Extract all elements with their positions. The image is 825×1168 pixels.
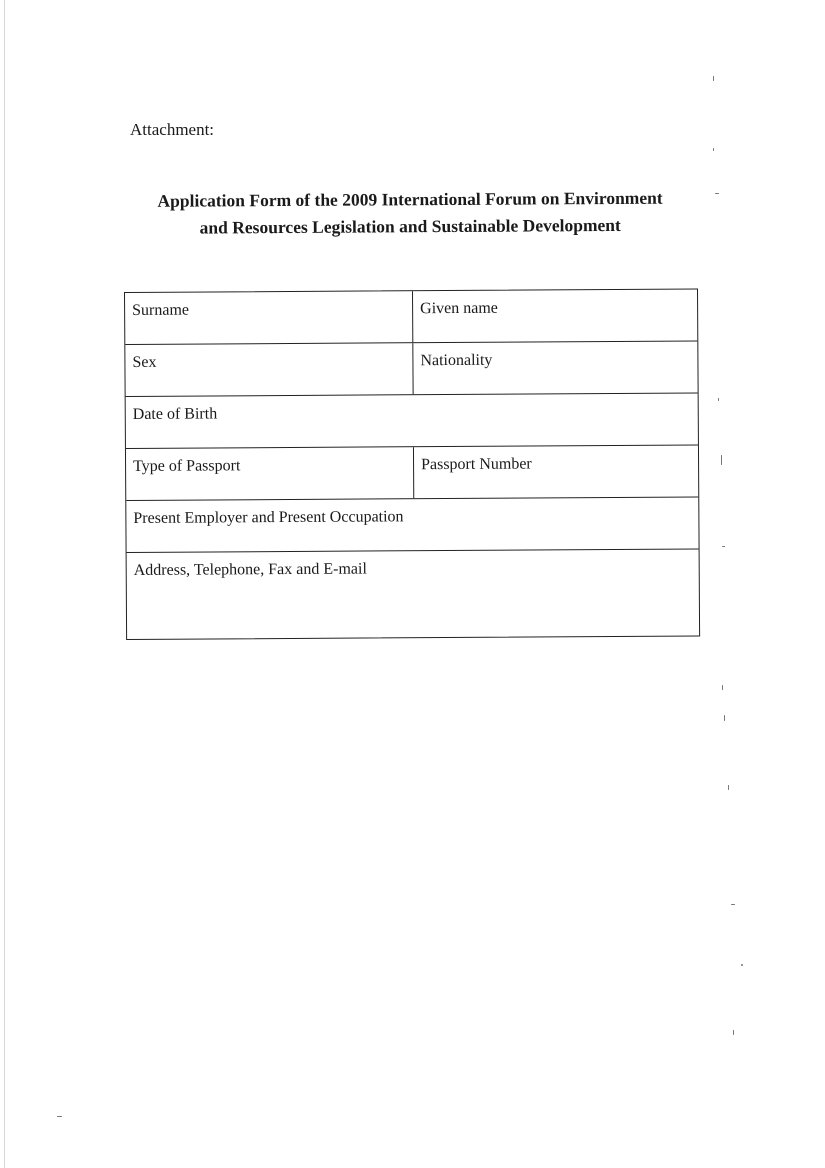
form-row-date-of-birth (126, 393, 698, 448)
passport-type-field[interactable] (126, 447, 414, 500)
given-name-label: Given name (420, 299, 498, 318)
attachment-label: Attachment: (130, 120, 215, 139)
form-row-contact (127, 549, 700, 638)
form-title-line-1: Application Form of the 2009 International Forum on Environment (157, 187, 663, 211)
passport-number-field[interactable] (414, 445, 698, 498)
scan-speck (722, 546, 725, 547)
scan-speck (57, 1116, 62, 1117)
form-title (120, 184, 700, 242)
passport-number-label: Passport Number (421, 455, 532, 474)
contact-details-field[interactable] (127, 549, 700, 638)
form-row-name (125, 289, 697, 344)
employer-occupation-field[interactable] (126, 497, 698, 551)
nationality-field[interactable] (413, 341, 697, 394)
scan-speck (724, 715, 725, 721)
scan-speck (721, 455, 722, 465)
sex-field[interactable] (125, 343, 413, 396)
scan-speck (713, 76, 714, 81)
scan-speck (713, 148, 714, 151)
employer-occupation-label: Present Employer and Present Occupation (133, 508, 404, 527)
form-row-passport (126, 445, 698, 500)
date-of-birth-field[interactable] (126, 393, 698, 447)
surname-field[interactable] (125, 291, 413, 344)
scan-speck (733, 1030, 734, 1035)
form-row-sex-nationality (125, 341, 697, 396)
application-form-table (124, 288, 700, 639)
scan-speck (728, 785, 729, 790)
scan-speck (718, 398, 719, 401)
sex-label: Sex (132, 353, 157, 371)
scan-speck (741, 964, 743, 966)
scan-speck (731, 904, 735, 905)
form-title-line-2: and Resources Legislation and Sustainable Development (199, 214, 621, 238)
passport-type-label: Type of Passport (133, 457, 241, 475)
scan-speck (722, 685, 723, 690)
scan-edge-line (4, 0, 5, 1168)
date-of-birth-label: Date of Birth (132, 405, 218, 423)
given-name-field[interactable] (413, 289, 697, 342)
nationality-label: Nationality (420, 351, 493, 370)
form-row-employer (126, 497, 698, 552)
surname-label: Surname (132, 301, 190, 319)
scan-speck (715, 193, 719, 194)
contact-details-label: Address, Telephone, Fax and E-mail (133, 560, 367, 579)
